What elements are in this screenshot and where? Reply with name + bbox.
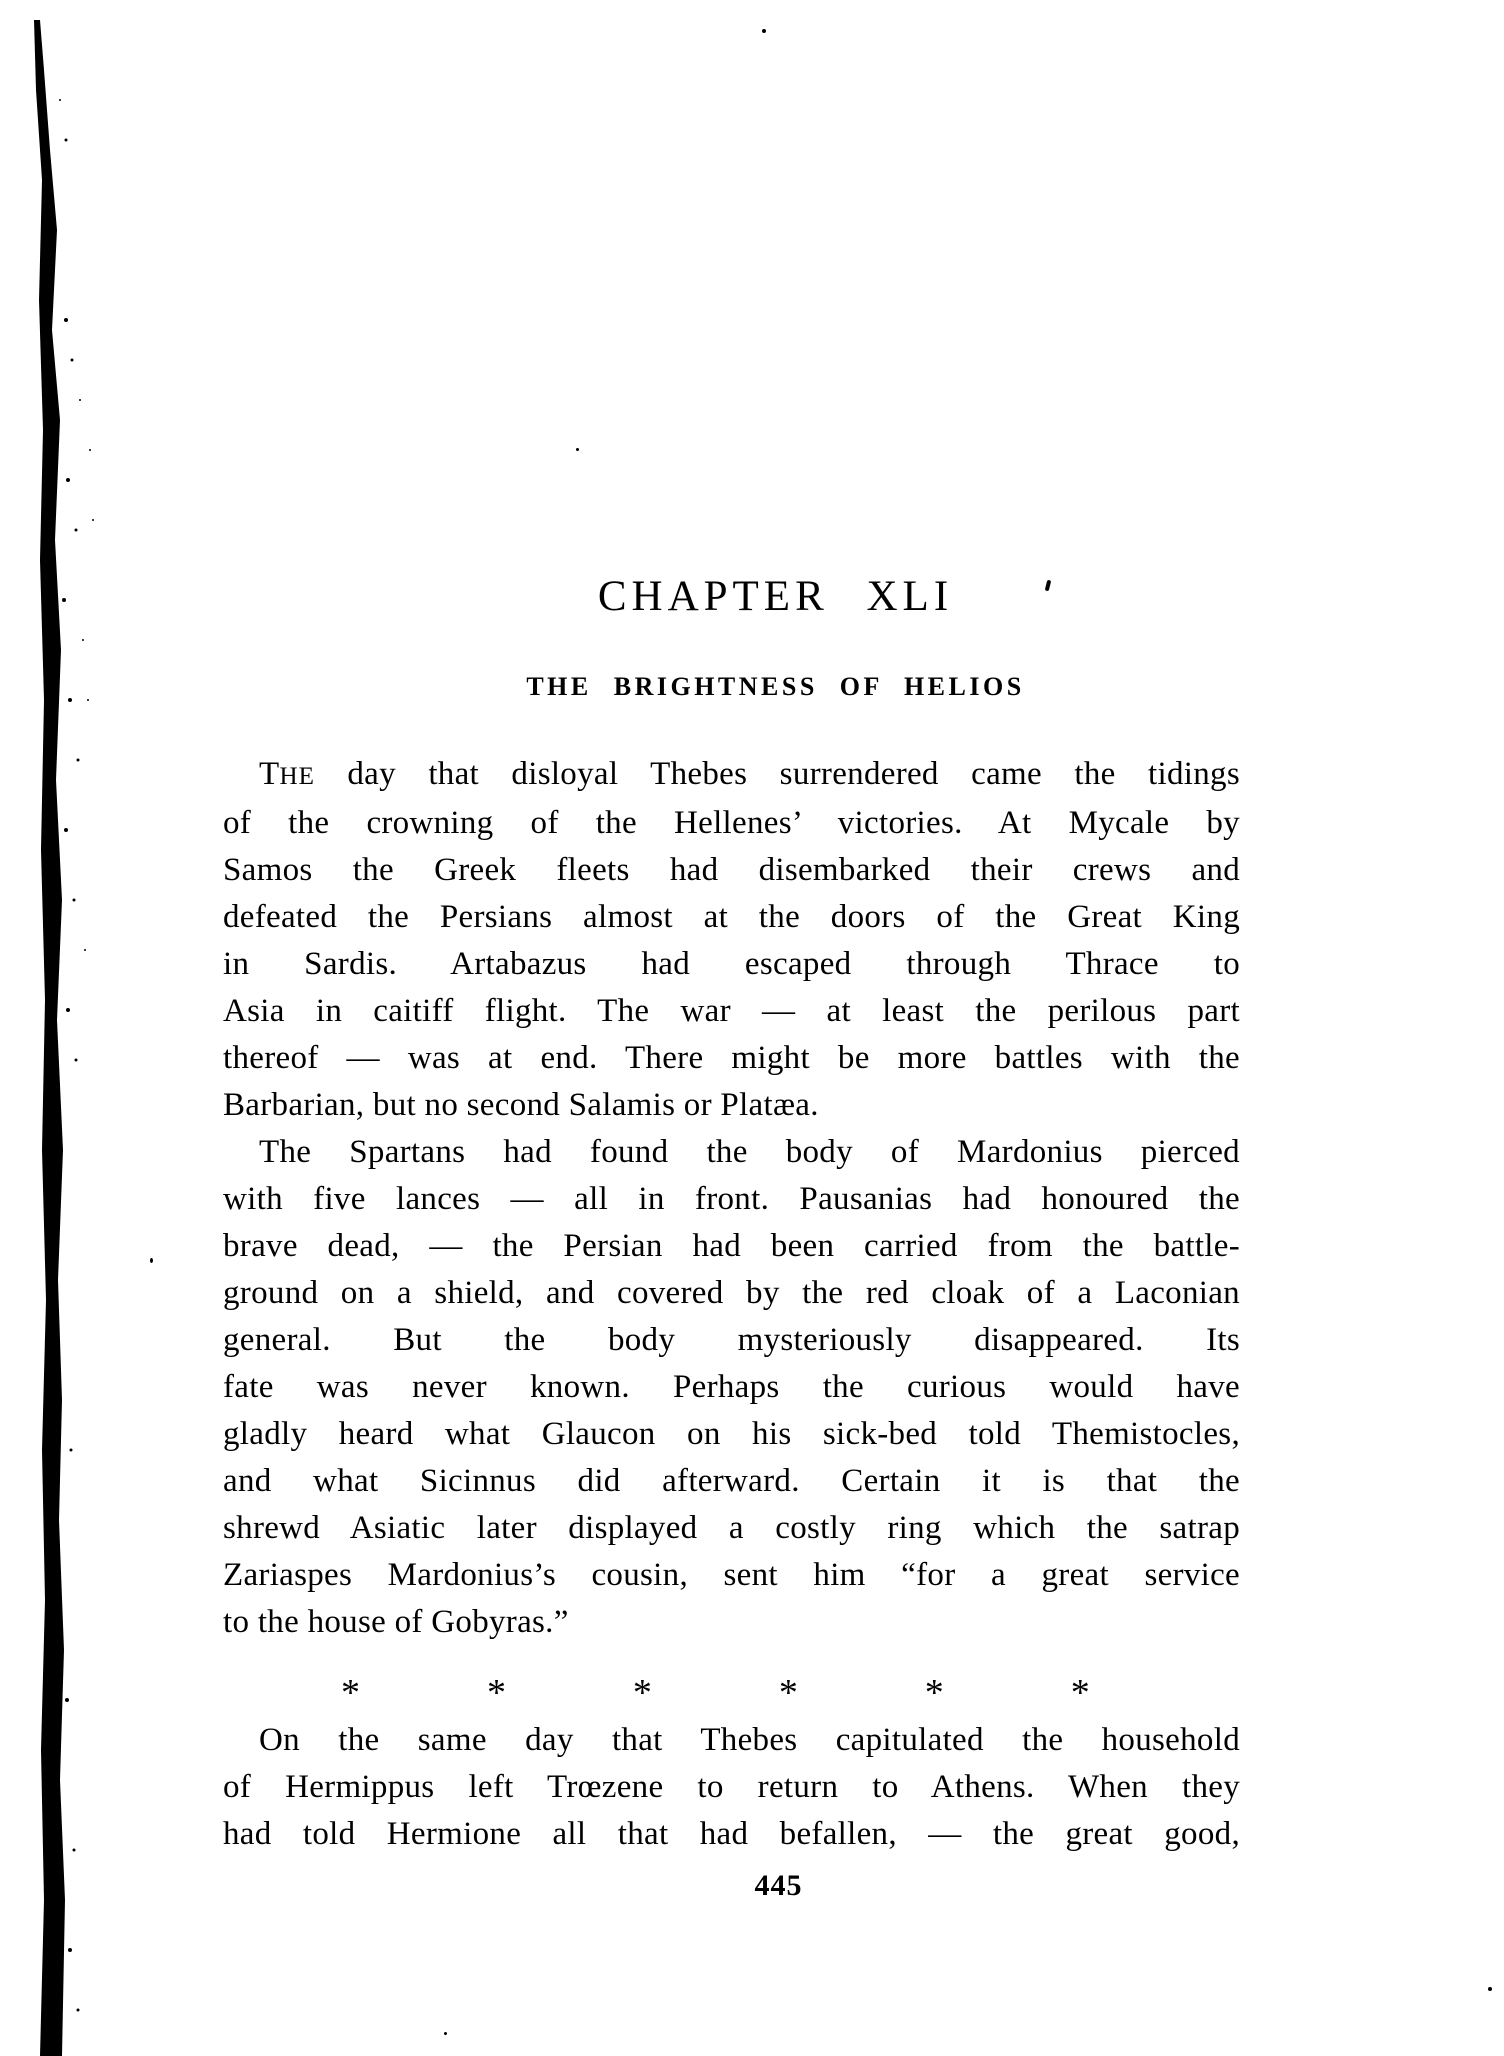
text-line: shrewd Asiatic later displayed a costly ring which the satrap — [223, 1510, 1240, 1546]
text-line: gladly heard what Glaucon on his sick-bed told Themistocles, — [223, 1416, 1240, 1452]
body-text — [223, 751, 1240, 1858]
chapter-subtitle: THE BRIGHTNESS OF HELIOS — [526, 672, 1025, 701]
section-separator — [341, 1666, 1090, 1713]
text-line: thereof — was at end. There might be more battles with the — [223, 1040, 1240, 1076]
page-number: 445 — [754, 1869, 803, 1902]
text-line: On the same day that Thebes capitulated the household — [259, 1722, 1240, 1758]
text-line: Barbarian, but no second Salamis or Platæa. — [223, 1087, 819, 1123]
text-line: general. But the body mysteriously disappeared. Its — [223, 1322, 1240, 1358]
ink-speck — [150, 1258, 153, 1263]
text-line: in Sardis. Artabazus had escaped through Thrace to — [223, 946, 1240, 982]
asterisk: * — [341, 1672, 361, 1714]
text-line: The Spartans had found the body of Mardonius pierced — [259, 1134, 1240, 1170]
asterisk: * — [486, 1672, 507, 1714]
text-line: fate was never known. Perhaps the curious would have — [223, 1369, 1240, 1405]
text-line: brave dead, — the Persian had been carried from the battle- — [223, 1228, 1240, 1264]
text-line: ground on a shield, and covered by the red cloak of a Laconian — [223, 1275, 1240, 1311]
smallcaps-lead: THE — [259, 756, 315, 792]
text-line: had told Hermione all that had befallen, — the great good, — [223, 1816, 1240, 1852]
text-line: Zariaspes Mardonius’s cousin, sent him “for a great service — [223, 1557, 1240, 1593]
text-line: of Hermippus left Trœzene to return to Athens. When they — [223, 1769, 1240, 1805]
asterisk: * — [1070, 1672, 1090, 1714]
text-line: and what Sicinnus did afterward. Certain it is that the — [223, 1463, 1240, 1499]
text-line: with five lances — all in front. Pausanias had honoured the — [223, 1181, 1240, 1217]
ink-speck — [1488, 1987, 1492, 1991]
text-line: Samos the Greek fleets had disembarked their crews and — [223, 852, 1240, 888]
asterisk: * — [632, 1672, 653, 1714]
asterisk: * — [778, 1672, 799, 1714]
chapter-heading: CHAPTER XLI — [597, 573, 954, 620]
text-line: Asia in caitiff flight. The war — at least the perilous part — [223, 993, 1240, 1029]
text-line: of the crowning of the Hellenes’ victories. At Mycale by — [223, 805, 1240, 841]
text-line: defeated the Persians almost at the doors of the Great King — [223, 899, 1240, 935]
page-text — [223, 0, 1240, 1903]
text-line: to the house of Gobyras.” — [223, 1604, 569, 1640]
text-line: THE day that disloyal Thebes surrendered came the tidings — [259, 756, 1240, 792]
binding-shadow-icon — [0, 0, 110, 2056]
ink-speck — [444, 2032, 447, 2035]
asterisk: * — [924, 1672, 945, 1714]
